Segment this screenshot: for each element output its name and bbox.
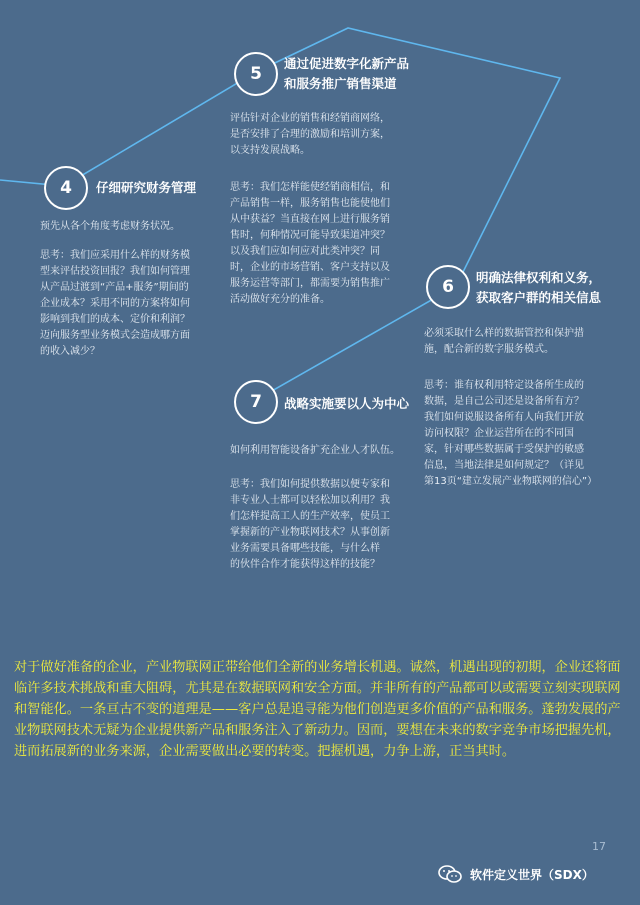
page-number: 17	[592, 840, 606, 853]
step-4-number-circle: 4	[44, 166, 88, 210]
step-5-title: 通过促进数字化新产品 和服务推广销售渠道	[284, 56, 410, 91]
step-6-title: 明确法律权利和义务， 获取客户群的相关信息	[476, 270, 602, 305]
step-7-number-circle: 7	[234, 380, 278, 424]
step-7-title: 战略实施要以人为中心	[284, 396, 410, 411]
account-name: 软件定义世界（SDX）	[470, 867, 594, 882]
step-7-think: 思考：我们如何提供数据以便专家和 非专业人士都可以轻松加以利用？我 们怎样提高工人的生产效率，使员工 掌握新的产业物联网技术？从事创新 业务需要具备哪些技能，与什么样 的伙伴合作才能获得这样的技能？	[230, 479, 390, 570]
step-6-intro: 必须采取什么样的数据管控和保护措 施，配合新的数字服务模式。	[424, 328, 584, 355]
wechat-account-badge	[438, 862, 594, 886]
step-5-number-circle: 5	[234, 52, 278, 96]
step-4-intro: 预先从各个角度考虑财务状况。	[40, 221, 180, 232]
wechat-icon	[438, 865, 462, 883]
step-6-number-circle: 6	[426, 265, 470, 309]
step-4-title: 仔细研究财务管理	[96, 180, 197, 195]
step-6-think: 思考：谁有权利用特定设备所生成的 数据，是自己公司还是设备所有方？ 我们如何说服设备所有人向我们开放 访问权限？企业运营所在的不同国 家，针对哪些数据属于受保护的敏感 信息，当地法律是如何规定？（详见 第13页“建立发展产业物联网的信心”）	[424, 380, 598, 487]
step-7-intro: 如何利用智能设备扩充企业人才队伍。	[230, 445, 400, 456]
step-4-think: 思考：我们应采用什么样的财务模 型来评估投资回报？我们如何管理 从产品过渡到“产品+服务”期间的 企业成本？采用不同的方案将如何 影响到我们的成本、定价和利润？ 迈向服务型业务模式会造成哪方面 的收入减少？	[40, 250, 190, 357]
step-5-intro: 评估针对企业的销售和经销商网络， 是否安排了合理的激励和培训方案， 以支持发展战略。	[230, 113, 390, 156]
step-5-think: 思考：我们怎样能使经销商相信，和 产品销售一样，服务销售也能使他们 从中获益？当直接在网上进行服务销 售时，何种情况可能导致渠道冲突？ 以及我们应如何应对此类冲突？同 时，企业的市场营销、客户支持以及 服务运营等部门，都需要为销售推广 活动做好充分的准备。	[230, 182, 390, 305]
summary-paragraph: 对于做好准备的企业，产业物联网正带给他们全新的业务增长机遇。诚然，机遇出现的初期，企业还将面临许多技术挑战和重大阻碍，尤其是在数据联网和安全方面。并非所有的产品都可以或需要立刻实现联网和智能化。一条亘古不变的道理是——客户总是追寻能为他们创造更多价值的产品和服务。蓬勃发展的产业物联网技术无疑为企业提供新产品和服务注入了新动力。因而，要想在未来的数字竞争市场把握先机，进而拓展新的业务来源，企业需要做出必要的转变。把握机遇，力争上游，正当其时。	[14, 660, 621, 759]
